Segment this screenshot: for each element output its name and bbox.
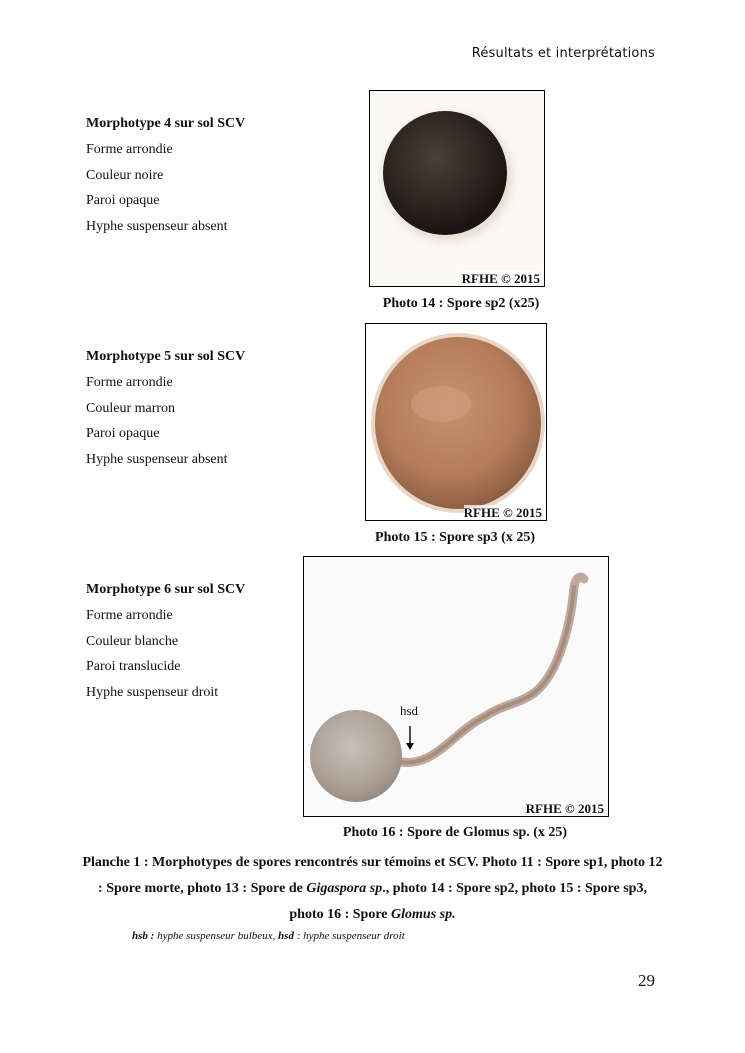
morphotype-5-description — [86, 344, 245, 473]
trait-line: Hyphe suspenseur absent — [86, 452, 228, 468]
photo-16-caption: Photo 16 : Spore de Glomus sp. (x 25) — [342, 825, 568, 840]
trait-line: Couleur blanche — [86, 633, 179, 649]
trait-line: Paroi opaque — [86, 426, 160, 442]
trait-line: Couleur marron — [86, 400, 176, 416]
trait-line: Hyphe suspenseur droit — [86, 685, 219, 701]
spore-sp2-image — [370, 91, 544, 286]
photo-14-caption: Photo 14 : Spore sp2 (x25) — [382, 296, 540, 311]
page-number: 29 — [638, 971, 655, 990]
photo-credit: RFHE © 2015 — [463, 505, 542, 520]
trait-line: Paroi translucide — [86, 659, 181, 675]
planche-text: ., photo 14 : Spore sp2, photo 15 : Spore sp3, photo 16 : Spore — [289, 881, 647, 922]
photo-15-caption: Photo 15 : Spore sp3 (x 25) — [375, 530, 535, 545]
morphotype-title: Morphotype 5 sur sol SCV — [86, 349, 246, 364]
trait-line: Forme arrondie — [86, 374, 173, 390]
morphotype-6-description — [86, 577, 245, 706]
abbreviation-legend — [132, 930, 405, 942]
morphotype-4-description — [86, 111, 245, 240]
legend-text: : hyphe suspenseur droit — [293, 930, 405, 942]
genus-gigaspora: Gigaspora sp — [306, 881, 383, 896]
hsd-annotation: hsd — [400, 703, 419, 718]
trait-line: Couleur noire — [86, 167, 164, 183]
trait-line: Forme arrondie — [86, 141, 173, 157]
planche-caption — [80, 850, 665, 928]
photo-15-spore-sp3 — [365, 323, 547, 521]
planche-text: Planche 1 : Morphotypes de spores rencontrés sur témoins et SCV. Photo 11 : Spore sp1, photo 12 : Spore morte, photo 13 : Spore de — [82, 855, 663, 896]
photo-credit: RFHE © 2015 — [525, 801, 604, 816]
running-header: Résultats et interprétations — [471, 46, 655, 61]
photo-16-spore-glomus — [303, 556, 609, 817]
trait-line: Forme arrondie — [86, 607, 173, 623]
morphotype-title: Morphotype 6 sur sol SCV — [86, 582, 246, 597]
trait-line: Paroi opaque — [86, 193, 160, 209]
trait-line: Hyphe suspenseur absent — [86, 219, 228, 235]
photo-14-spore-sp2 — [369, 90, 545, 287]
abbr-hsd: hsd — [278, 930, 294, 942]
spore-glomus-image — [304, 557, 608, 816]
legend-text: hyphe suspenseur bulbeux, — [154, 930, 279, 942]
abbr-hsb: hsb : — [132, 930, 155, 942]
genus-glomus: Glomus sp. — [391, 907, 456, 922]
photo-credit: RFHE © 2015 — [461, 271, 540, 286]
spore-sp3-image — [366, 324, 546, 520]
morphotype-title: Morphotype 4 sur sol SCV — [86, 116, 246, 131]
